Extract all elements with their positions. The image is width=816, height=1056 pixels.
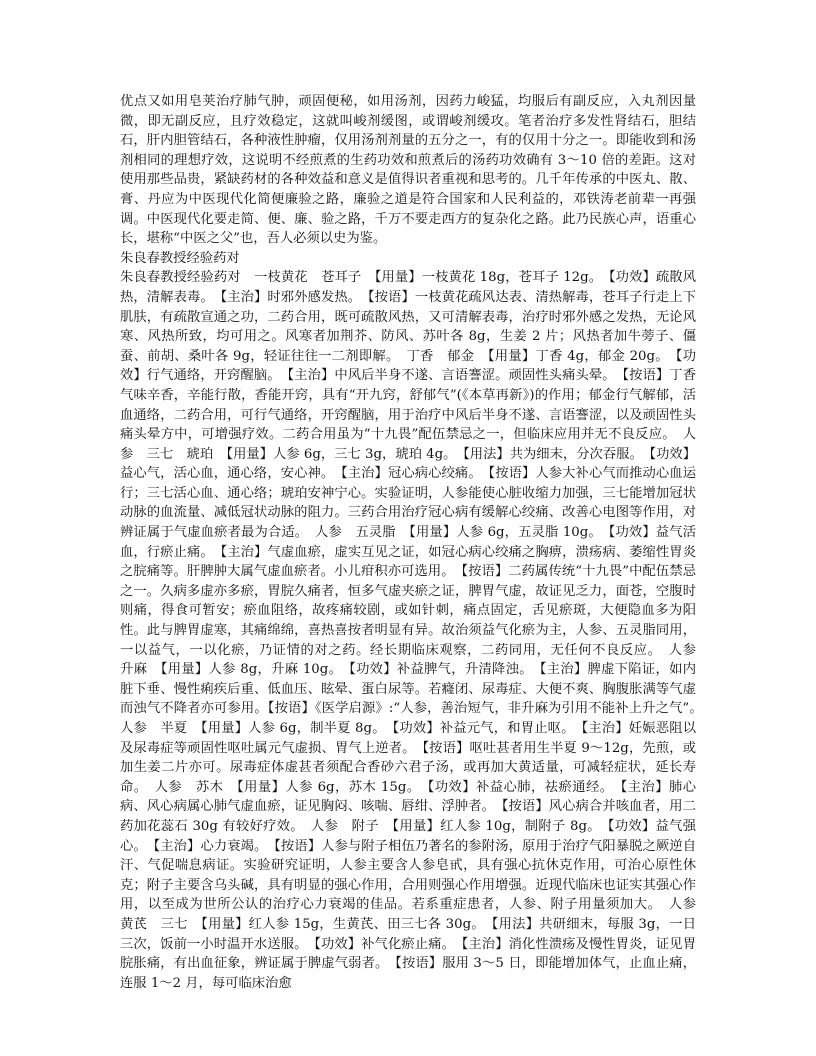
intro-paragraph: 优点又如用皂荚治疗肺气肿，顽固便秘，如用汤剂，因药力峻猛，均服后有副反应，入丸剂因量微，即无副反应，且疗效稳定，这就叫峻剂缓图，或谓峻剂缓攻。笔者治疗多发性肾结石，胆结石，肝内胆管结石，各种液性肿瘤，仅用汤剂剂量的五分之一，有的仅用十分之一。即能收到和汤剂相同的理想疗效，这说明不经煎煮的生药功效和煎煮后的汤药功效确有 3～10 倍的差距。这对使用那些品贵，紧缺药材的各种效益和意义是值得识者重视和思考的。几千年传承的中医丸、散、膏、丹应为中医现代化简便廉验之路，廉验之道是符合国家和人民利益的，邓铁涛老前辈一再强调。中医现代化要走简、便、廉、验之路，千万不要走西方的复杂化之路。此乃民族心声，语重心长，堪称“中医之父”也，吾人必须以史为鉴。 bbox=[120, 94, 696, 247]
document-page bbox=[120, 92, 710, 993]
section-heading: 朱良春教授经验药对 bbox=[120, 250, 240, 266]
body-paragraph: 朱良春教授经验药对 一枝黄花 苍耳子 【用量】一枝黄花 18g，苍耳子 12g。 【功效】疏散风热，清解表毒。 【主治】时邪外感发热。 【按语】一枝黄花疏风达表、清热解毒，苍耳子行走上下肌肤，有疏散宣通之功，二药合用，既可疏散风热，又可清解表毒，治疗时邪外感之发热，无论风寒、风热所致，均可用之。风寒者加荆芥、防风、苏叶各 8g，生姜 2 片；风热者加牛蒡子、僵蚕、前胡、桑叶各 9g，轻证往往一二剂即解。 丁香 郁金 【用量】丁香 4g，郁金 20g。 【功效】行气通络，开窍醒脑。 【主治】中风后半身不遂、言语謇涩。顽固性头痛头晕。 【按语】丁香气味辛香，辛能行散，香能开窍，具有“开九窍，舒郁气”(《本草再新》)的作用；郁金行气解郁，活血通络，二药合用，可行气通络，开窍醒脑，用于治疗中风后半身不遂、言语謇涩，以及顽固性头痛头晕方中，可增强疗效。二药合用虽为“十九畏”配伍禁忌之一，但临床应用并无不良反应。 人参 三七 琥珀 【用量】人参 6g，三七 3g，琥珀 4g。 【用法】共为细末，分次吞服。 【功效】益心气，活心血，通心络，安心神。 【主治】冠心病心绞痛。 【按语】人参大补心气而推动心血运行；三七活心血、通心络；琥珀安神宁心。实验证明，人参能使心脏收缩力加强，三七能增加冠状动脉的血流量、减低冠状动脉的阻力。三药合用治疗冠心病有缓解心绞痛、改善心电图等作用，对辨证属于气虚血瘀者最为合适。 人参 五灵脂 【用量】人参 6g，五灵脂 10g。 【功效】益气活血，行瘀止痛。 【主治】气虚血瘀，虚实互见之证，如冠心病心绞痛之胸痹，溃疡病、萎缩性胃炎之脘痛等。肝脾肿大属气虚血瘀者。小儿疳积亦可选用。 【按语】二药属传统“十九畏”中配伍禁忌之一。久病多虚亦多瘀，胃脘久痛者，恒多气虚夹瘀之证，脾胃气虚，故证见乏力，面苍，空腹时则痛，得食可暂安；瘀血阻络，故疼痛较剧，或如针刺，痛点固定，舌见瘀斑，大便隐血多为阳性。此与脾胃虚寒，其痛绵绵，喜热喜按者明显有异。故治须益气化瘀为主，人参、五灵脂同用，一以益气，一以化瘀，乃证情的对之药。经长期临床观察，二药同用，无任何不良反应。 人参 升麻 【用量】人参 8g，升麻 10g。 【功效】补益脾气，升清降浊。 【主治】脾虚下陷证，如内脏下垂、慢性痢疾后重、低血压、眩晕、蛋白尿等。若癃闭、尿毒症、大便不爽、胸腹胀满等气虚而浊气不降者亦可参用。【按语】《医学启源》:“人参，善治短气，非升麻为引用不能补上升之气”。 人参 半夏 【用量】人参 6g，制半夏 8g。 【功效】补益元气，和胃止呕。 【主治】妊娠恶阻以及尿毒症等顽固性呕吐属元气虚损、胃气上逆者。 【按语】呕吐甚者用生半夏 9～12g，先煎，或加生姜二片亦可。尿毒症体虚甚者须配合香砂六君子汤，或再加大黄适量，可减轻症状，延长寿命。 人参 苏木 【用量】人参 6g，苏木 15g。 【功效】补益心肺，祛瘀通经。 【主治】肺心病、风心病属心肺气虚血瘀，证见胸闷、咳喘、唇绀、浮肿者。 【按语】风心病合并咳血者，用二药加花蕊石 30g 有较好疗效。 人参 附子 【用量】红人参 10g，制附子 8g。 【功效】益气强心。 【主治】心力衰竭。 【按语】人参与附子相伍乃著名的参附汤，原用于治疗气阳暴脱之厥逆自汗、气促喘息病证。实验研究证明，人参主要含人参皂甙，具有强心抗休克作用，可治心原性休克；附子主要含乌头碱，具有明显的强心作用，合用则强心作用增强。近现代临床也证实其强心作用，以至成为世所公认的治疗心力衰竭的佳品。若系重症患者，人参、附子用量须加大。 人参 黄芪 三七 【用量】红人参 15g，生黄芪、田三七各 30g。 【用法】共研细末，每服 3g，一日三次，饭前一小时温开水送服。 【功效】补气化瘀止痛。 【主治】消化性溃疡及慢性胃炎，证见胃脘胀痛，有出血征象，辨证属于脾虚气弱者。 【按语】服用 3～5 日，即能增加体气，止血止痛，连服 1～2 月，每可临床治愈 bbox=[120, 270, 710, 991]
